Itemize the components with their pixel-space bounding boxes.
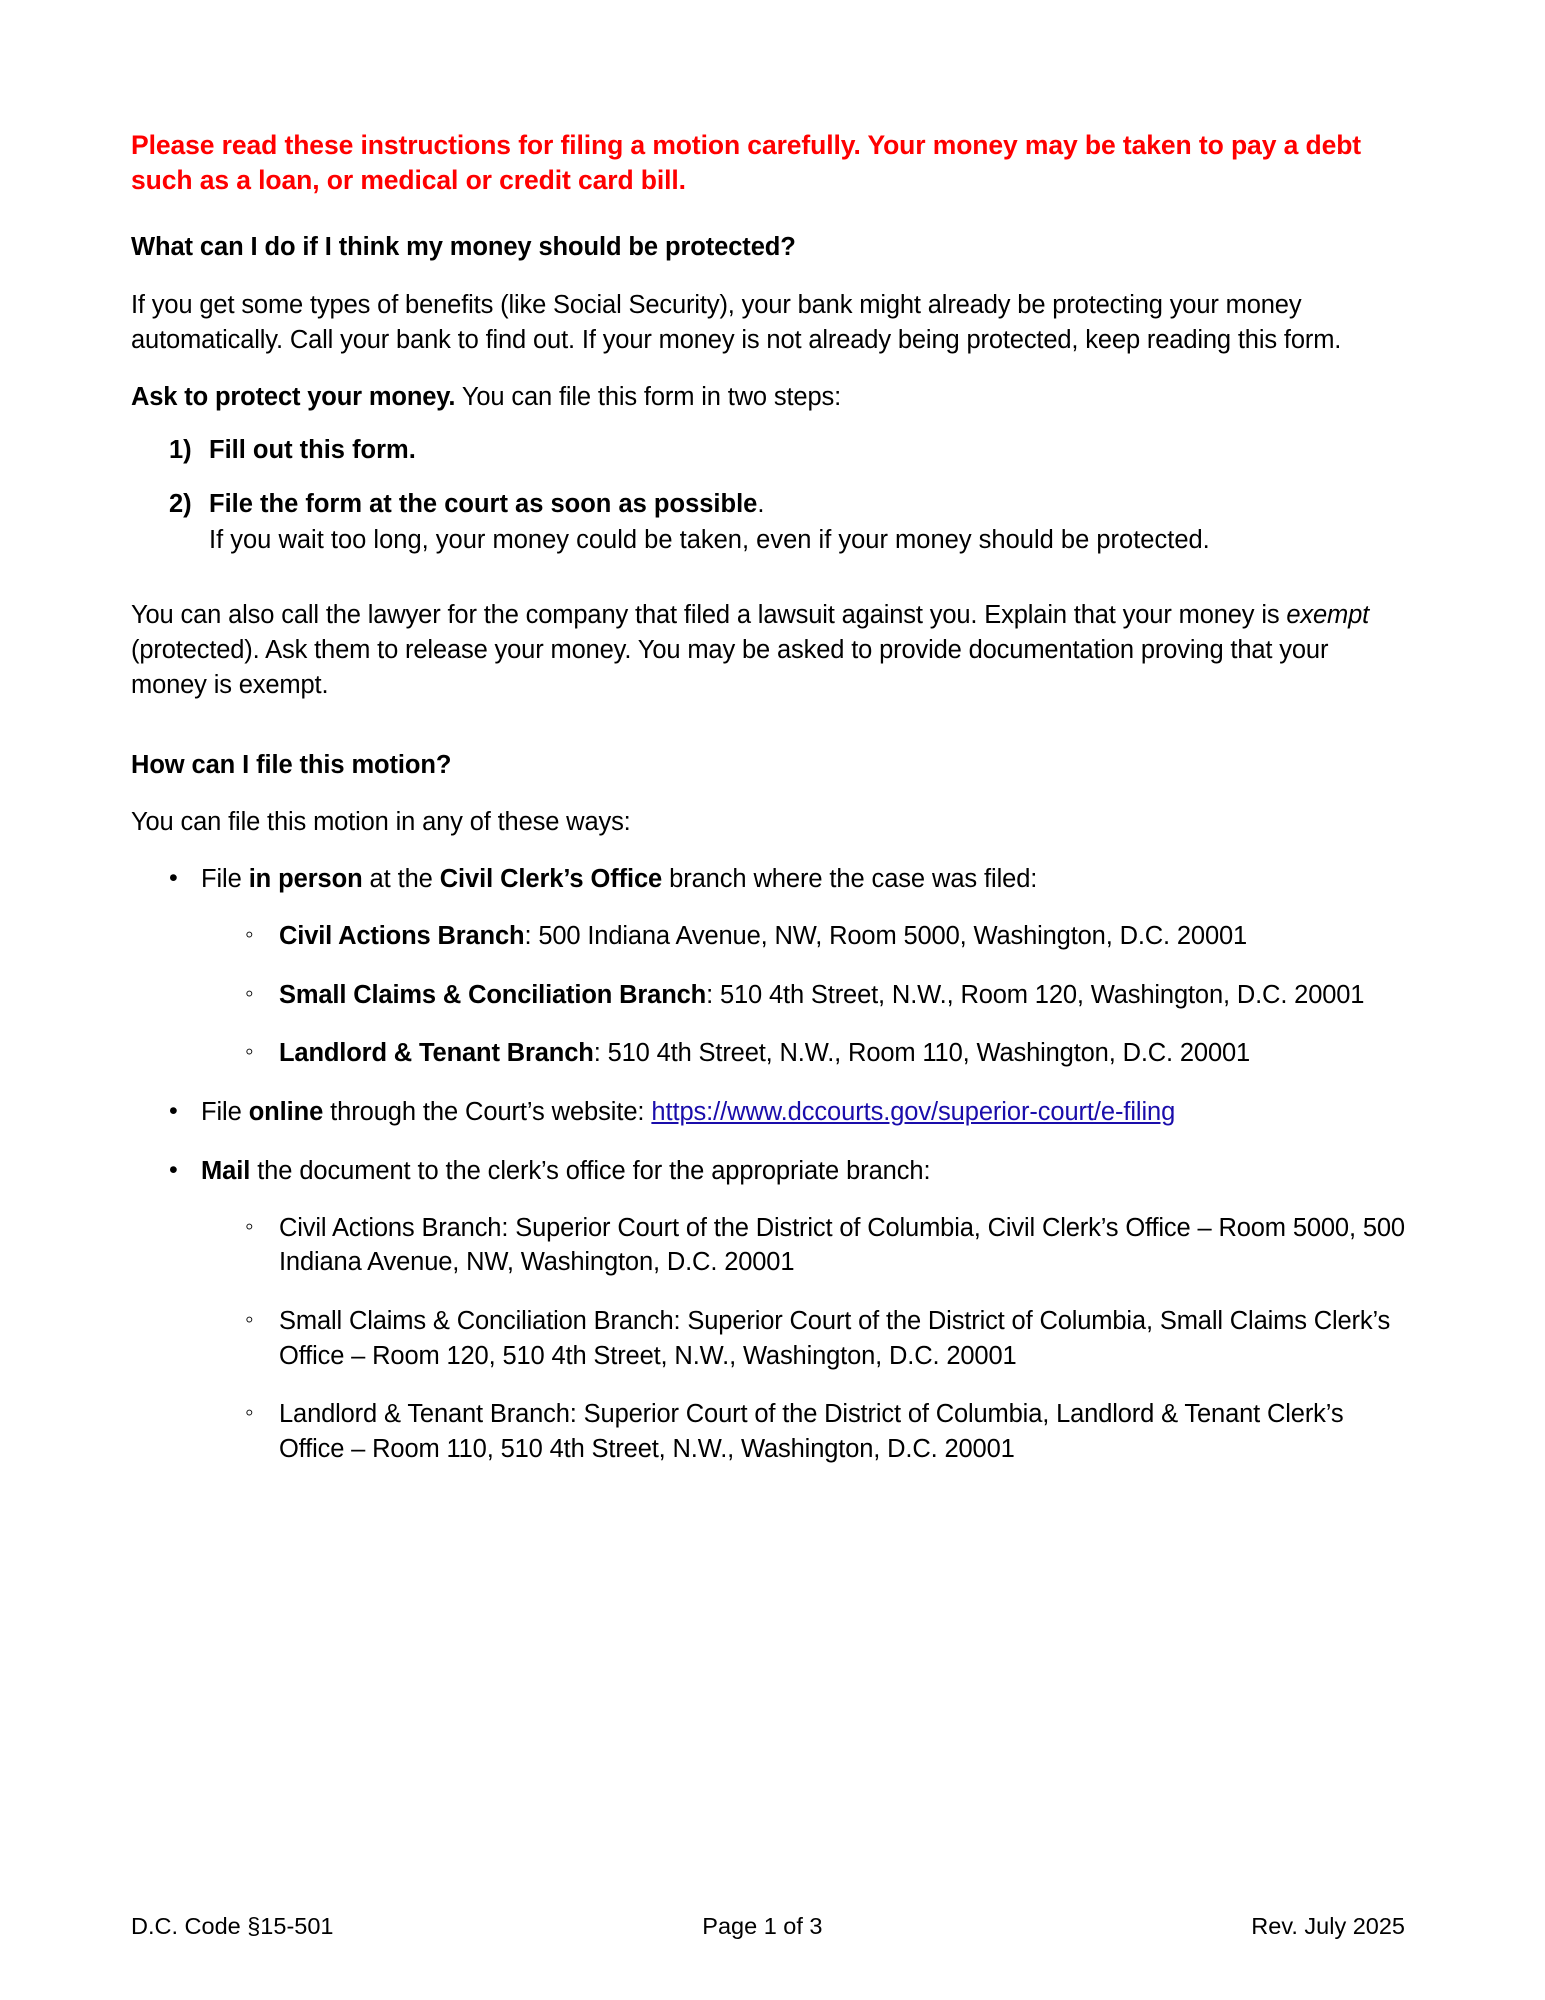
- step-main-1: Fill out this form.: [209, 436, 416, 465]
- online-mid: through the Court’s website:: [323, 1098, 652, 1127]
- mail-branch-list: [201, 1211, 1406, 1467]
- heading-what-can-i-do: What can I do if I think my money should be protected?: [131, 233, 796, 262]
- efiling-link[interactable]: https://www.dccourts.gov/superior-court/e-filing: [651, 1098, 1176, 1127]
- lawyer-text-part1: You can also call the lawyer for the company that filed a lawsuit against you. Explain that your money is: [131, 600, 1287, 629]
- mail-branch-small-claims: ◦ Small Claims & Conciliation Branch: Superior Court of the District of Columbia, Small Claims Clerk’s Office – Room 120, 510 4th Street, N.W., Washington, D.C. 20001: [201, 1304, 1406, 1373]
- paragraph-call-lawyer: [131, 598, 1406, 704]
- branch-civil-actions-name: Civil Actions Branch: [279, 922, 525, 951]
- branch-small-claims-address: : 510 4th Street, N.W., Room 120, Washington, D.C. 20001: [706, 980, 1365, 1009]
- online-pre: File: [201, 1098, 249, 1127]
- heading-how-can-i-file: How can I file this motion?: [131, 751, 452, 780]
- branch-civil-actions: [201, 919, 1406, 954]
- branch-civil-actions-address: : 500 Indiana Avenue, NW, Room 5000, Washington, D.C. 20001: [524, 922, 1248, 951]
- footer-revision-date: Rev. July 2025: [1251, 1913, 1405, 1940]
- document-content: [131, 128, 1406, 1467]
- branch-landlord-tenant-address: : 510 4th Street, N.W., Room 110, Washington, D.C. 20001: [593, 1039, 1251, 1068]
- alert-notice: Please read these instructions for filing a motion carefully. Your money may be taken to pay a debt such as a loan, or medical or credit card bill.: [131, 130, 1362, 195]
- branch-small-claims-name: Small Claims & Conciliation Branch: [279, 980, 707, 1009]
- in-person-post: branch where the case was filed:: [662, 865, 1038, 894]
- in-person-branch-list: [201, 919, 1406, 1071]
- filing-methods-list: [131, 862, 1406, 1466]
- in-person-pre: File: [201, 865, 249, 894]
- bullet-file-online: [131, 1095, 1406, 1130]
- bullet-file-by-mail: [131, 1154, 1406, 1467]
- step-main-suffix-2: .: [757, 490, 765, 519]
- step-item-2: [131, 487, 1406, 557]
- lawyer-text-part2: (protected). Ask them to release your money. You may be asked to provide documentation proving that your money is exempt.: [131, 635, 1329, 699]
- ask-rest-text: You can file this form in two steps:: [455, 382, 842, 411]
- in-person-bold: in person: [248, 865, 363, 894]
- online-bold: online: [248, 1098, 324, 1127]
- step-main-2: File the form at the court as soon as possible: [209, 490, 758, 519]
- steps-list: [131, 433, 1406, 557]
- footer-code-reference: D.C. Code §15-501: [131, 1913, 334, 1940]
- lawyer-italic-exempt: exempt: [1286, 600, 1370, 629]
- civil-clerks-office-bold: Civil Clerk’s Office: [439, 865, 663, 894]
- step-number-2: 2): [169, 490, 192, 519]
- mail-branch-landlord-tenant: ◦ Landlord & Tenant Branch: Superior Court of the District of Columbia, Landlord & Tenant Clerk’s Office – Room 110, 510 4th Street, N.W., Washington, D.C. 20001: [201, 1397, 1406, 1466]
- paragraph-filing-intro: You can file this motion in any of these ways:: [131, 808, 631, 837]
- branch-small-claims: [201, 978, 1406, 1013]
- ask-bold-lead: Ask to protect your money.: [131, 382, 456, 411]
- mail-branch-civil-actions: ◦ Civil Actions Branch: Superior Court of the District of Columbia, Civil Clerk’s Office – Room 5000, 500 Indiana Avenue, NW, Washington, D.C. 20001: [201, 1211, 1406, 1280]
- step-number-1: 1): [169, 436, 192, 465]
- step-sub-2: If you wait too long, your money could be taken, even if your money should be protected.: [209, 526, 1210, 555]
- mail-bold: Mail: [201, 1156, 251, 1185]
- footer-page-number: Page 1 of 3: [702, 1913, 823, 1940]
- branch-landlord-tenant-name: Landlord & Tenant Branch: [279, 1039, 594, 1068]
- mail-post: the document to the clerk’s office for the appropriate branch:: [250, 1156, 931, 1185]
- bullet-file-in-person: [131, 862, 1406, 1071]
- in-person-mid: at the: [362, 865, 440, 894]
- step-item-1: [131, 433, 1406, 467]
- paragraph-ask-to-protect: [131, 380, 1406, 415]
- branch-landlord-tenant: [201, 1036, 1406, 1071]
- page-footer: [131, 1911, 1405, 1942]
- paragraph-benefits-protection: If you get some types of benefits (like Social Security), your bank might already be protecting your money automatically. Call your bank to find out. If your money is not already being protected, keep reading this form.: [131, 290, 1342, 354]
